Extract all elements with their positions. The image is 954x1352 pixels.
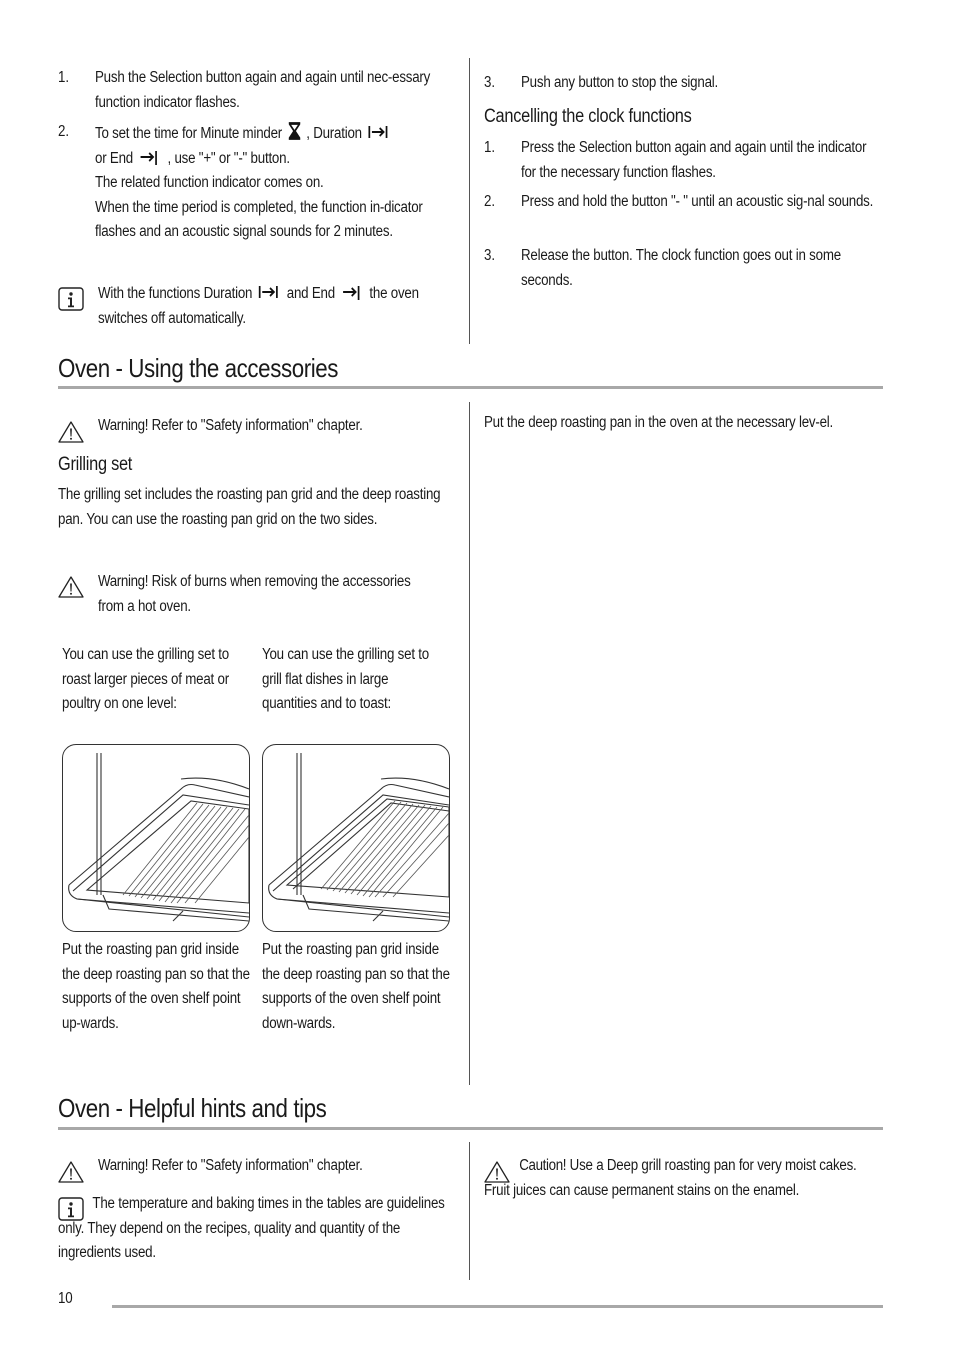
step-text-part: The related function indicator comes on. xyxy=(95,174,324,191)
caution-label: Caution! xyxy=(519,1157,567,1174)
section-rule xyxy=(58,1127,883,1130)
illustration-grid-downwards xyxy=(262,744,450,932)
grill-usage-text-one-level: You can use the grilling set to roast larger pieces of meat or poultry on one level: xyxy=(62,646,230,712)
step-text: Push any button to stop the signal. xyxy=(521,74,719,91)
step-text: Press the Selection button again and again until the indicator for the necessary function flashes. xyxy=(521,139,867,181)
warning-text: Refer to "Safety information" chapter. xyxy=(151,417,363,434)
step-text-set-time xyxy=(95,121,456,245)
step-text: Push the Selection button again and again until nec-essary function indicator flashes. xyxy=(95,69,431,111)
warning-icon xyxy=(58,575,84,599)
step-number: 2. xyxy=(484,193,496,210)
step-number: 3. xyxy=(484,74,496,91)
warning-text: Risk of burns when removing the accessories from a hot oven. xyxy=(98,573,411,615)
step-text-part: , Duration xyxy=(306,125,362,142)
step-number: 3. xyxy=(484,247,496,264)
grid-upwards-instruction: Put the roasting pan grid inside the deep roasting pan so that the supports of the oven shelf point up-wards. xyxy=(62,941,250,1032)
warning-note-burns xyxy=(98,570,433,619)
end-icon xyxy=(340,283,364,301)
subheading-grilling-set: Grilling set xyxy=(58,454,133,475)
minute-minder-icon xyxy=(287,121,301,141)
step-text: Press and hold the button "- " until an acoustic sig-nal sounds. xyxy=(521,193,874,210)
info-note-auto-off xyxy=(98,282,451,331)
caution-note xyxy=(484,1154,858,1203)
step-text-part: To set the time for Minute minder xyxy=(95,125,283,142)
warning-note xyxy=(98,1154,451,1179)
footer-rule xyxy=(112,1305,883,1308)
grid-downwards-instruction: Put the roasting pan grid inside the deep roasting pan so that the supports of the oven shelf point down-wards. xyxy=(262,941,450,1032)
info-text-part: With the functions Duration xyxy=(98,285,253,302)
warning-icon xyxy=(58,1160,84,1184)
info-icon xyxy=(58,287,84,311)
warning-label: Warning! xyxy=(98,573,149,590)
step-number: 2. xyxy=(58,123,70,140)
step-text-part: , use "+" or "-" button. xyxy=(167,149,290,167)
step-number: 1. xyxy=(484,139,496,156)
warning-label: Warning! xyxy=(98,1157,149,1174)
warning-label: Warning! xyxy=(98,417,149,434)
illustration-grid-upwards xyxy=(62,744,250,932)
grill-usage-text-flat-dishes: You can use the grilling set to grill flat dishes in large quantities and to toast: xyxy=(262,646,430,712)
warning-note xyxy=(98,414,451,439)
warning-text: Refer to "Safety information" chapter. xyxy=(151,1157,363,1174)
info-text: The temperature and baking times in the tables are guidelines only. They depend on the recipes, quality and quantity of the ingredients used. xyxy=(58,1195,445,1261)
step-number: 1. xyxy=(58,69,70,86)
section-rule xyxy=(58,386,883,389)
caution-text: Use a Deep grill roasting pan for very moist cakes. Fruit juices can cause permanent stains on the enamel. xyxy=(484,1157,857,1199)
warning-icon xyxy=(58,420,84,444)
grilling-set-description: The grilling set includes the roasting pan grid and the deep roasting pan. You can use the roasting pan grid on the two sides. xyxy=(58,486,441,528)
column-divider-hints xyxy=(469,1142,470,1280)
step-text-part: When the time period is completed, the function in-dicator flashes and an acoustic signal sounds for 2 minutes. xyxy=(95,198,423,240)
section-title-hints: Oven - Helpful hints and tips xyxy=(58,1093,327,1123)
duration-icon xyxy=(257,283,281,301)
step-text: Release the button. The clock function goes out in some seconds. xyxy=(521,247,841,289)
roasting-pan-upwards-drawing xyxy=(63,745,249,931)
column-divider-top xyxy=(469,58,470,344)
duration-icon xyxy=(367,123,391,141)
page-number: 10 xyxy=(58,1290,73,1307)
end-icon xyxy=(138,148,162,166)
roasting-pan-downwards-drawing xyxy=(263,745,449,931)
section-heading-cancelling: Cancelling the clock functions xyxy=(484,106,692,127)
section-title-accessories: Oven - Using the accessories xyxy=(58,353,339,383)
info-text-part: the oven switches off automatically. xyxy=(98,285,419,327)
deep-pan-instruction: Put the deep roasting pan in the oven at the necessary lev-el. xyxy=(484,414,834,431)
step-text-part: or End xyxy=(95,149,133,167)
info-note-guidelines xyxy=(58,1192,462,1266)
info-text-part: and End xyxy=(286,285,335,302)
column-divider-accessories xyxy=(469,402,470,1085)
